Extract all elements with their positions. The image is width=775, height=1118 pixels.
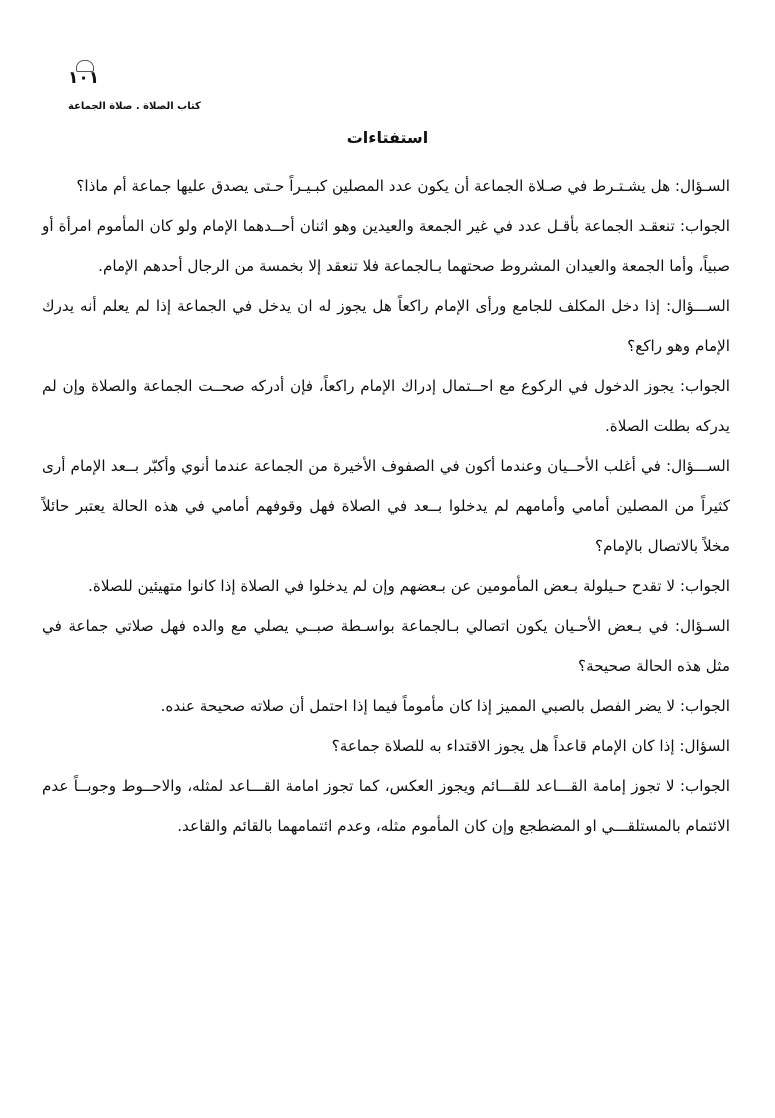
answer-2: الجواب: يجوز الدخول في الركوع مع احــتمال إدراك الإمام راكعاً، فإن أدركه صحــت الجماعة والصلاة وإن لم يدركه بطلت الصلاة. bbox=[42, 377, 730, 435]
question-5: السؤال: إذا كان الإمام قاعداً هل يجوز الاقتداء به للصلاة جماعة؟ bbox=[331, 737, 730, 755]
question-1: السـؤال: هل يشـتـرط في صـلاة الجماعة أن يكون عدد المصلين كبـيـراً حـتى يصدق عليها جماعة أم ماذا؟ bbox=[76, 177, 730, 195]
answer-3: الجواب: لا تقدح حـيلولة بـعض المأمومين عن بـعضهم وإن لم يدخلوا في الصلاة إذا كانوا متهيئين للصلاة. bbox=[88, 577, 730, 595]
question-4: السـؤال: في بـعض الأحـيان يكون اتصالي بـالجماعة بواسـطة صبــي يصلي مع والده فهل صلاتي جماعة في مثل هذه الحالة صحيحة؟ bbox=[42, 617, 730, 675]
page-title: استفتاءات bbox=[346, 128, 429, 147]
question-2: الســـؤال: إذا دخل المكلف للجامع ورأى الإمام راكعاً هل يجوز له ان يدخل في الجماعة إذا لم يعلم أنه يدرك الإمام وهو راكع؟ bbox=[42, 297, 730, 355]
page-number: ١٠١ bbox=[68, 68, 100, 88]
answer-4: الجواب: لا يضر الفصل بالصبي المميز إذا كان مأموماً فيما إذا احتمل أن صلاته صحيحة عنده. bbox=[160, 697, 730, 715]
answer-1: الجواب: تنعقـد الجماعة بأقـل عدد في غير الجمعة والعيدين وهو اثنان أحــدهما الإمام ولو كان المأموم امرأة أو صبياً، وأما الجمعة والعيدان المشروط صحتهما بـالجماعة فلا تنعقد إلا بخمسة من الرجال أحدهم الإمام. bbox=[42, 217, 730, 275]
running-header: كتاب الصلاة . صلاة الجماعة bbox=[68, 101, 201, 112]
answer-5: الجواب: لا تجوز إمامة القـــاعد للقـــائم ويجوز العكس، كما تجوز امامة القـــاعد لمثله، والاحــوط وجوبــاً عدم الائتمام بالمستلقـــي او المضطجع وإن كان المأموم مثله، وعدم ائتمامهما بالقائم والقاعد. bbox=[42, 777, 730, 835]
question-3: الســـؤال: في أغلب الأحــيان وعندما أكون في الصفوف الأخيرة من الجماعة عندما أنوي وأكبّر بــعد الإمام أرى كثيراً من المصلين أمامي وأمامهم لم يدخلوا بــعد في الصلاة فهل وقوفهم أمامي في هذه الحالة يعتبر حائلاً مخلاً بالاتصال بالإمام؟ bbox=[42, 457, 730, 555]
qa-content bbox=[42, 166, 730, 846]
